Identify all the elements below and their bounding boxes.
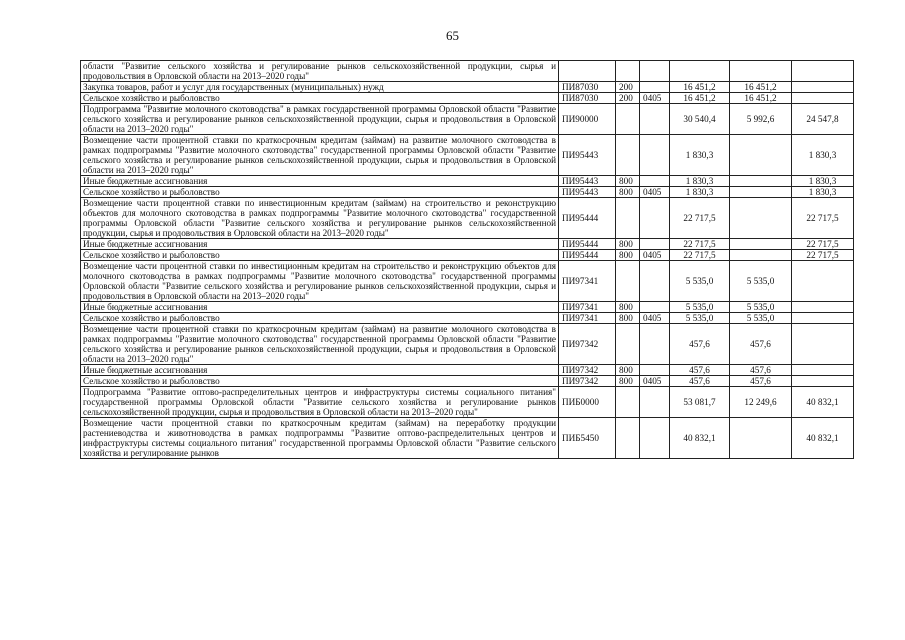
page-number: 65 [446,28,459,43]
amount-column-1-cell [730,176,792,187]
table-row [81,239,854,250]
table-row [81,93,854,104]
section-code-cell: 0405 [640,187,670,198]
target-code-cell: ПИ87030 [559,93,616,104]
row-name-cell: Сельское хозяйство и рыболовство [81,313,559,324]
amount-column-2-cell [792,93,854,104]
section-code-cell: 0405 [640,250,670,261]
table-row [81,82,854,93]
amount-column-1-cell [730,418,792,459]
row-name-cell: Иные бюджетные ассигнования [81,365,559,376]
expense-type-cell [616,135,640,176]
table-row [81,365,854,376]
section-code-cell: 0405 [640,313,670,324]
row-name-cell: Возмещение части процентной ставки по инвестиционным кредитам (займам) на строительство и реконструкцию объектов для молочного скотоводства в рамках подпрограммы "Развитие молочного скотоводства" государственной программы Орловской области "Развитие сельского хозяйства и регулирование рынков сельскохозяйственной продукции, сырья и продовольствия в Орловской области на 2013–2020 годы" [81,198,559,239]
section-code-cell: 0405 [640,93,670,104]
target-code-cell: ПИ95443 [559,187,616,198]
amount-column-2-cell [792,313,854,324]
section-code-cell [640,198,670,239]
total-amount-cell: 5 535,0 [670,302,730,313]
expense-type-cell: 800 [616,187,640,198]
section-code-cell [640,61,670,82]
total-amount-cell: 22 717,5 [670,198,730,239]
amount-column-1-cell: 12 249,6 [730,387,792,418]
expense-type-cell [616,104,640,135]
expense-type-cell [616,261,640,302]
amount-column-2-cell [792,376,854,387]
amount-column-2-cell: 22 717,5 [792,239,854,250]
target-code-cell: ПИБ5450 [559,418,616,459]
table-row [81,324,854,365]
total-amount-cell: 16 451,2 [670,82,730,93]
row-name-cell: Подпрограмма "Развитие молочного скотоводства" в рамках государственной программы Орловской области "Развитие сельского хозяйства и регулирование рынков сельскохозяйственной продукции, сырья и продовольствия в Орловской области на 2013–2020 годы" [81,104,559,135]
amount-column-1-cell [730,198,792,239]
table-row [81,302,854,313]
table-row [81,135,854,176]
amount-column-2-cell [792,261,854,302]
amount-column-2-cell: 1 830,3 [792,176,854,187]
row-name-cell: области "Развитие сельского хозяйства и регулирование рынков сельскохозяйственной продукции, сырья и продовольствия в Орловской области на 2013–2020 годы" [81,61,559,82]
amount-column-2-cell: 22 717,5 [792,198,854,239]
row-name-cell: Сельское хозяйство и рыболовство [81,187,559,198]
amount-column-1-cell: 5 992,6 [730,104,792,135]
target-code-cell: ПИ97341 [559,313,616,324]
section-code-cell [640,365,670,376]
total-amount-cell: 22 717,5 [670,239,730,250]
expense-type-cell: 800 [616,250,640,261]
amount-column-1-cell [730,187,792,198]
amount-column-1-cell: 16 451,2 [730,82,792,93]
row-name-cell: Сельское хозяйство и рыболовство [81,250,559,261]
amount-column-2-cell: 22 717,5 [792,250,854,261]
total-amount-cell: 16 451,2 [670,93,730,104]
total-amount-cell: 1 830,3 [670,187,730,198]
table-row [81,250,854,261]
budget-table [80,60,854,459]
amount-column-1-cell: 457,6 [730,324,792,365]
table-row [81,418,854,459]
amount-column-1-cell [730,250,792,261]
total-amount-cell [670,61,730,82]
expense-type-cell [616,418,640,459]
total-amount-cell: 30 540,4 [670,104,730,135]
section-code-cell [640,176,670,187]
table-row [81,176,854,187]
table-row [81,187,854,198]
expense-type-cell: 800 [616,239,640,250]
expense-type-cell: 200 [616,93,640,104]
amount-column-2-cell [792,302,854,313]
amount-column-2-cell [792,61,854,82]
amount-column-2-cell [792,324,854,365]
amount-column-1-cell [730,135,792,176]
target-code-cell: ПИ87030 [559,82,616,93]
target-code-cell: ПИ95443 [559,135,616,176]
section-code-cell [640,261,670,302]
target-code-cell: ПИБ0000 [559,387,616,418]
amount-column-1-cell: 457,6 [730,365,792,376]
expense-type-cell: 800 [616,313,640,324]
expense-type-cell: 800 [616,365,640,376]
section-code-cell [640,418,670,459]
section-code-cell [640,135,670,176]
amount-column-1-cell: 16 451,2 [730,93,792,104]
table-row [81,61,854,82]
target-code-cell: ПИ95444 [559,250,616,261]
expense-type-cell [616,61,640,82]
amount-column-1-cell: 5 535,0 [730,261,792,302]
row-name-cell: Возмещение части процентной ставки по инвестиционным кредитам на строительство и реконструкцию объектов для молочного скотоводства в рамках подпрограммы "Развитие молочного скотоводства" государственной программы Орловской области "Развитие сельского хозяйства и регулирование рынков сельскохозяйственной продукции, сырья и продовольствия в Орловской области на 2013–2020 годы" [81,261,559,302]
expense-type-cell [616,198,640,239]
total-amount-cell: 22 717,5 [670,250,730,261]
table-row [81,376,854,387]
table-row [81,387,854,418]
table-row [81,198,854,239]
target-code-cell: ПИ95443 [559,176,616,187]
section-code-cell [640,302,670,313]
total-amount-cell: 5 535,0 [670,261,730,302]
target-code-cell: ПИ97342 [559,365,616,376]
row-name-cell: Закупка товаров, работ и услуг для государственных (муниципальных) нужд [81,82,559,93]
amount-column-1-cell [730,239,792,250]
amount-column-2-cell [792,82,854,93]
row-name-cell: Иные бюджетные ассигнования [81,239,559,250]
section-code-cell: 0405 [640,376,670,387]
amount-column-2-cell: 24 547,8 [792,104,854,135]
row-name-cell: Сельское хозяйство и рыболовство [81,376,559,387]
target-code-cell [559,61,616,82]
target-code-cell: ПИ90000 [559,104,616,135]
target-code-cell: ПИ97342 [559,324,616,365]
expense-type-cell [616,387,640,418]
expense-type-cell: 200 [616,82,640,93]
amount-column-1-cell [730,61,792,82]
total-amount-cell: 457,6 [670,365,730,376]
table-row [81,261,854,302]
total-amount-cell: 457,6 [670,324,730,365]
amount-column-2-cell [792,365,854,376]
section-code-cell [640,82,670,93]
table-row [81,313,854,324]
total-amount-cell: 1 830,3 [670,135,730,176]
expense-type-cell: 800 [616,302,640,313]
row-name-cell: Возмещение части процентной ставки по краткосрочным кредитам (займам) на переработку продукции растениеводства и животноводства в рамках подпрограммы "Развитие оптово-распределительных центров и инфраструктуры системы социального питания" государственной программы Орловской области "Развитие сельского хозяйства и регулирование рынков [81,418,559,459]
expense-type-cell: 800 [616,376,640,387]
section-code-cell [640,104,670,135]
row-name-cell: Иные бюджетные ассигнования [81,176,559,187]
expense-type-cell [616,324,640,365]
expense-type-cell: 800 [616,176,640,187]
total-amount-cell: 53 081,7 [670,387,730,418]
total-amount-cell: 40 832,1 [670,418,730,459]
amount-column-1-cell: 5 535,0 [730,313,792,324]
row-name-cell: Сельское хозяйство и рыболовство [81,93,559,104]
target-code-cell: ПИ97341 [559,302,616,313]
table-body [81,61,854,459]
target-code-cell: ПИ95444 [559,198,616,239]
row-name-cell: Возмещение части процентной ставки по краткосрочным кредитам (займам) на развитие молочного скотоводства в рамках подпрограммы "Развитие молочного скотоводства" государственной программы Орловской области "Развитие сельского хозяйства и регулирование рынков сельскохозяйственной продукции, сырья и продовольствия в Орловской области на 2013–2020 годы" [81,135,559,176]
section-code-cell [640,324,670,365]
row-name-cell: Подпрограмма "Развитие оптово-распределительных центров и инфраструктуры системы социального питания" государственной программы Орловской области "Развитие сельского хозяйства и регулирование рынков сельскохозяйственной продукции, сырья и продовольствия в Орловской области на 2013–2020 годы" [81,387,559,418]
amount-column-1-cell: 457,6 [730,376,792,387]
target-code-cell: ПИ95444 [559,239,616,250]
amount-column-2-cell: 40 832,1 [792,387,854,418]
amount-column-1-cell: 5 535,0 [730,302,792,313]
section-code-cell [640,239,670,250]
table-row [81,104,854,135]
total-amount-cell: 1 830,3 [670,176,730,187]
total-amount-cell: 457,6 [670,376,730,387]
total-amount-cell: 5 535,0 [670,313,730,324]
section-code-cell [640,387,670,418]
amount-column-2-cell: 1 830,3 [792,187,854,198]
amount-column-2-cell: 1 830,3 [792,135,854,176]
target-code-cell: ПИ97341 [559,261,616,302]
row-name-cell: Возмещение части процентной ставки по краткосрочным кредитам (займам) на развитие молочного скотоводства в рамках подпрограммы "Развитие молочного скотоводства" государственной программы Орловской области "Развитие сельского хозяйства и регулирование рынков сельскохозяйственной продукции, сырья и продовольствия в Орловской области на 2013–2020 годы" [81,324,559,365]
row-name-cell: Иные бюджетные ассигнования [81,302,559,313]
amount-column-2-cell: 40 832,1 [792,418,854,459]
target-code-cell: ПИ97342 [559,376,616,387]
